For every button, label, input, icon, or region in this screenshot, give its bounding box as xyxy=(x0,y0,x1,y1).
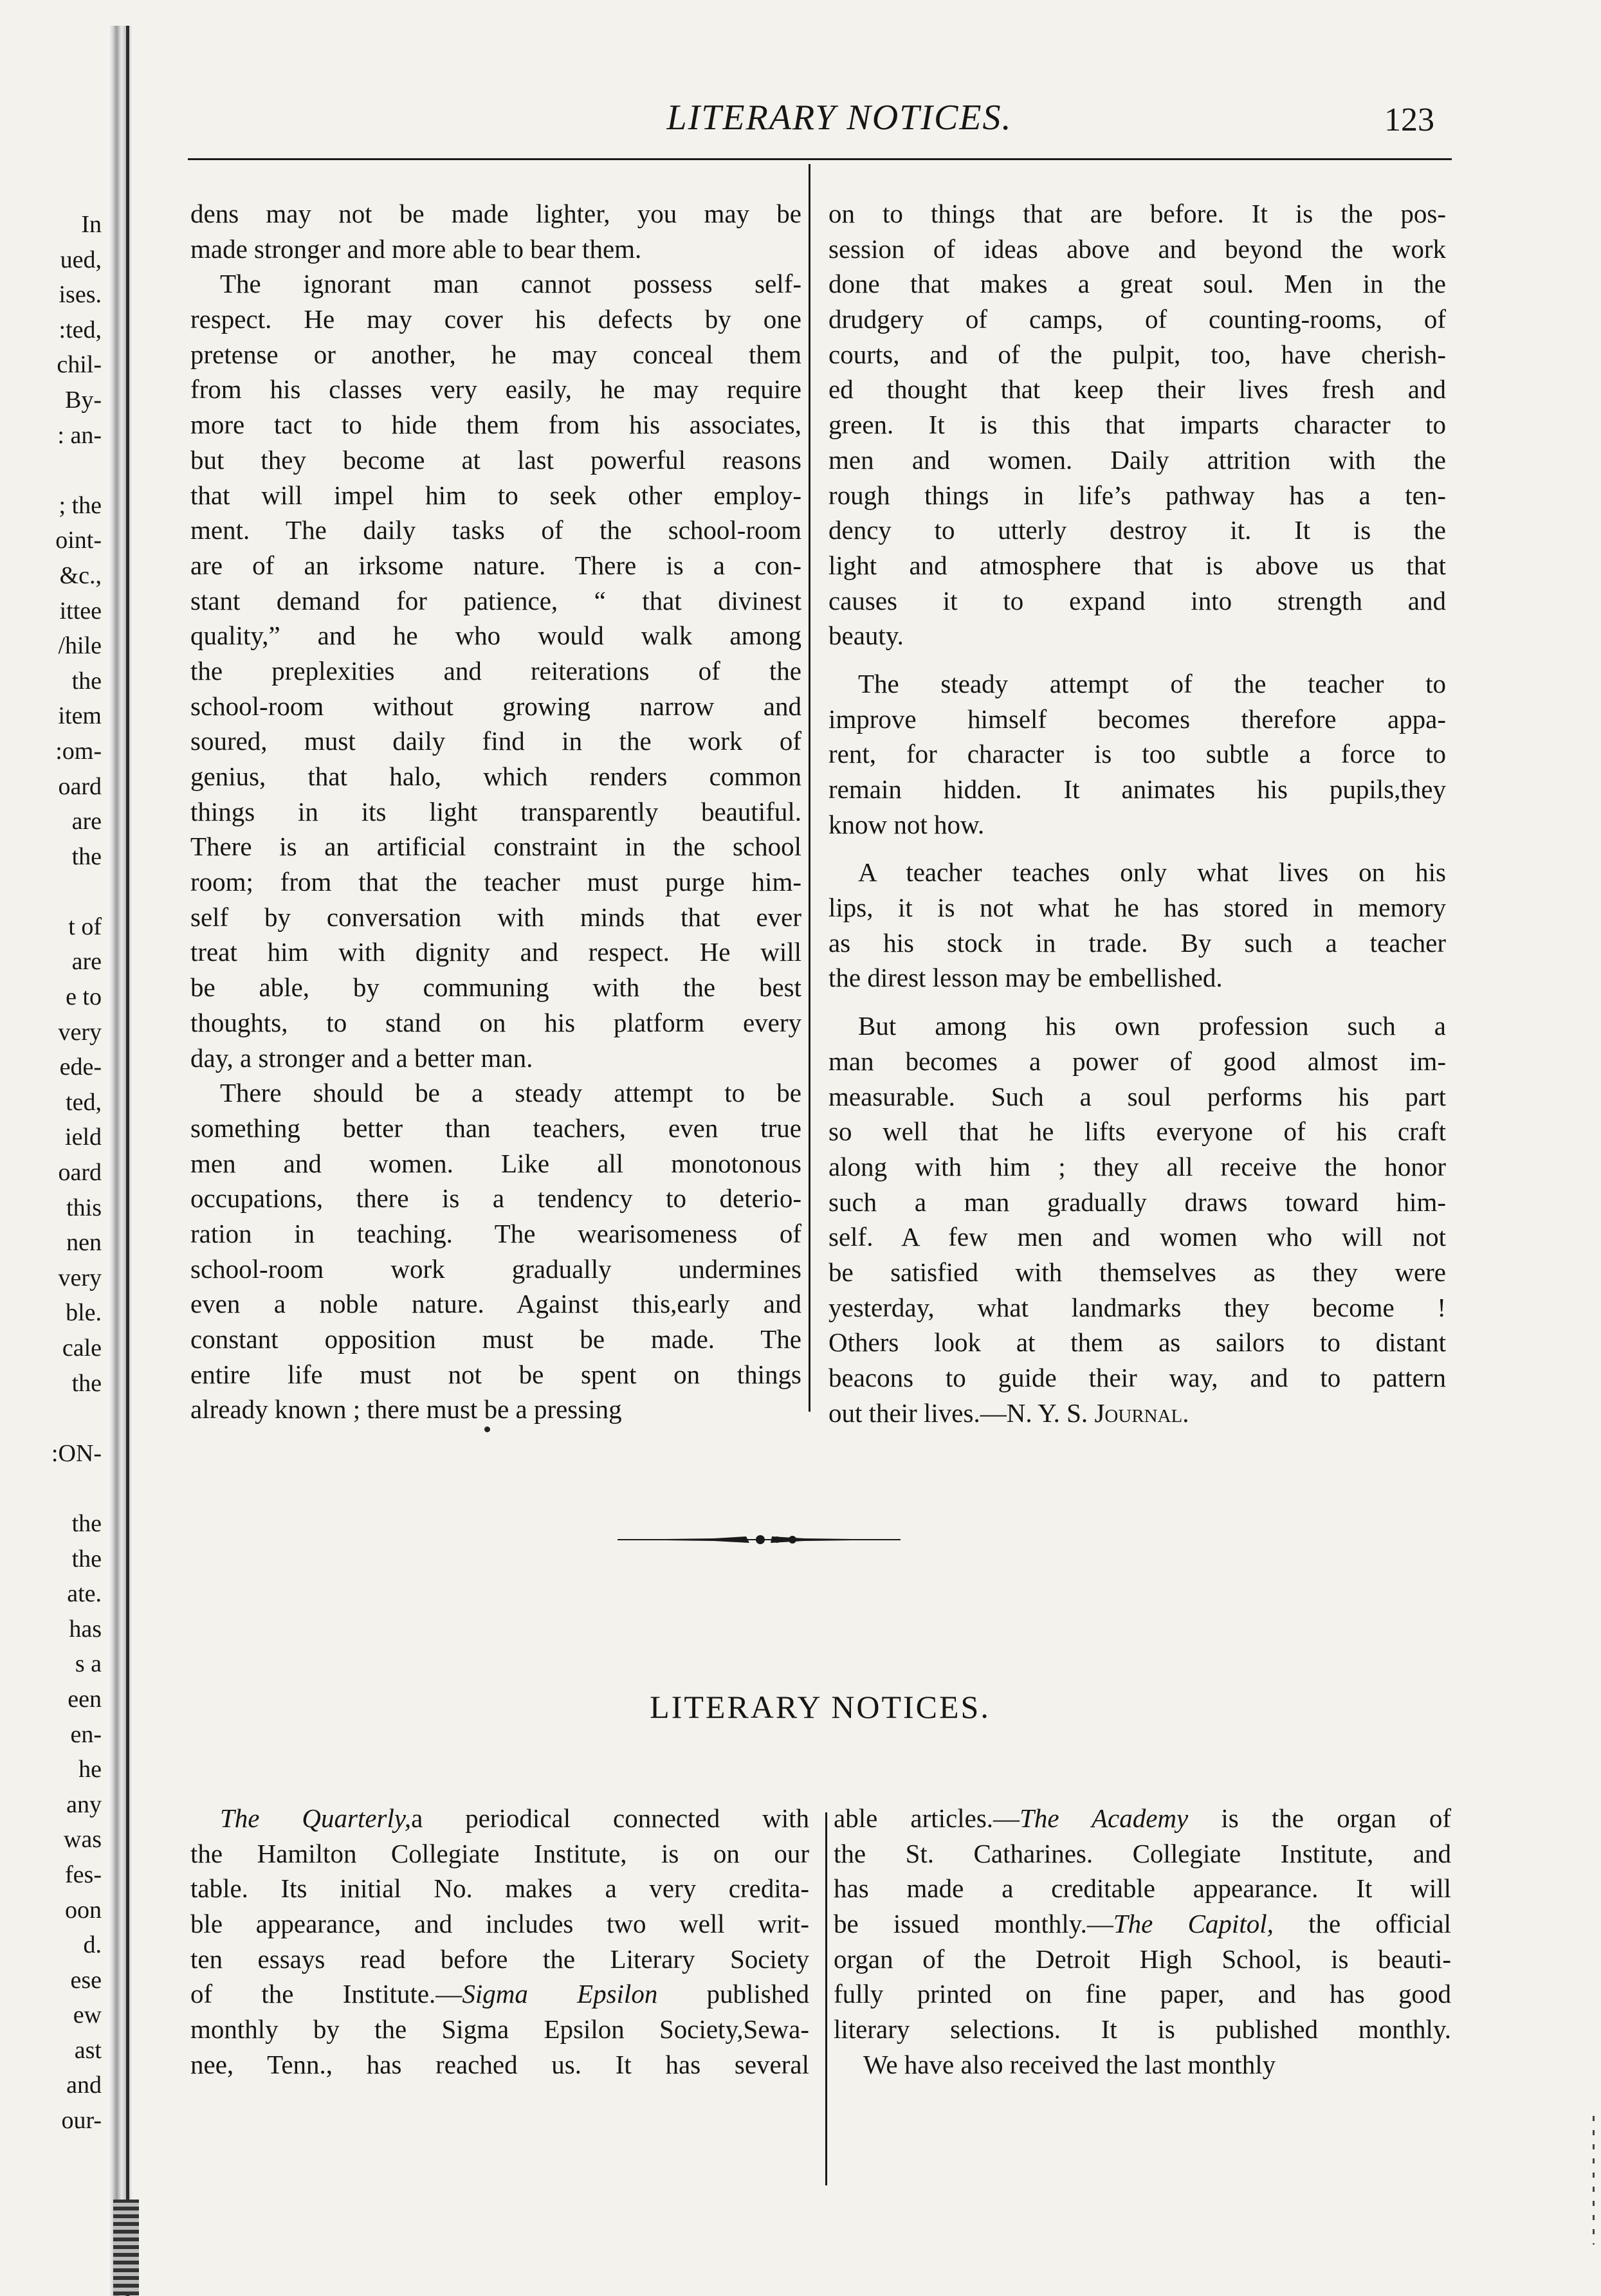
article-line: green. It is this that imparts character to xyxy=(828,410,1446,440)
article-line: the preplexities and reiterations of the xyxy=(190,655,801,686)
page-number: 123 xyxy=(1384,102,1434,138)
facing-page-fragment: this xyxy=(66,1194,102,1221)
notice-line: the St. Catharines. Collegiate Institute, and xyxy=(834,1838,1451,1868)
article-line: occupations, there is a tendency to deterio- xyxy=(190,1183,801,1214)
article-line: know not how. xyxy=(828,809,985,839)
notice-text: the official xyxy=(1273,1909,1451,1939)
article-line: beauty. xyxy=(828,621,904,651)
article-line: Others look at them as sailors to distant xyxy=(828,1327,1446,1358)
article-line: men and women. Daily attrition with the xyxy=(828,444,1446,475)
article-line: session of ideas above and beyond the work xyxy=(828,233,1446,264)
article-line: from his classes very easily, he may require xyxy=(190,374,801,405)
article-right-column xyxy=(828,196,1446,1430)
article-line: on to things that are before. It is the pos- xyxy=(828,199,1446,228)
binding-foot xyxy=(113,2200,139,2295)
article-line: so well that he lifts everyone of his craft xyxy=(828,1116,1446,1147)
facing-page-fragment: ises. xyxy=(59,281,102,309)
article-line: the direst lesson may be embellished. xyxy=(828,963,1223,993)
periodical-title: The Quarterly, xyxy=(220,1803,412,1833)
facing-page-fragment: : an- xyxy=(57,421,102,449)
article-line: respect. He may cover his defects by one xyxy=(190,304,801,334)
article-line: soured, must daily find in the work of xyxy=(190,726,801,756)
facing-page-fragment: :om- xyxy=(55,737,102,765)
article-line: stant demand for patience, “ that divinest xyxy=(190,585,801,615)
article-line: genius, that halo, which renders common xyxy=(190,761,801,791)
notice-text: able articles.— xyxy=(834,1803,1020,1833)
facing-page-fragment: the xyxy=(71,1369,102,1397)
facing-page-fragment: oard xyxy=(58,772,102,800)
article-line: man becomes a power of good almost im- xyxy=(828,1046,1446,1076)
facing-page-fragment: ate. xyxy=(67,1580,102,1608)
facing-page-fragment: e to xyxy=(66,983,102,1011)
article-line: school-room without growing narrow and xyxy=(190,691,801,721)
facing-page-fragment: ued, xyxy=(60,246,102,273)
header-rule xyxy=(188,158,1452,160)
article-line: room; from that the teacher must purge him- xyxy=(190,867,801,897)
facing-page-fragment: en- xyxy=(70,1720,102,1748)
facing-page-fragment: &c., xyxy=(59,561,102,589)
article-line: be able, by communing with the best xyxy=(190,972,801,1003)
article-line: as his stock in trade. By such a teacher xyxy=(828,927,1446,958)
article-line: improve himself becomes therefore appa- xyxy=(828,704,1446,734)
article-line: ment. The daily tasks of the school-room xyxy=(190,515,801,545)
notice-line: We have also received the last monthly xyxy=(863,2049,1276,2079)
article-line: The ignorant man cannot possess self- xyxy=(220,269,801,299)
column-rule-top xyxy=(809,164,810,1412)
facing-page-fragment: item xyxy=(58,702,102,730)
article-line: beacons to guide their way, and to pattern xyxy=(828,1363,1446,1392)
notice-text: is the organ of xyxy=(1188,1803,1451,1833)
facing-page-fragment: was xyxy=(63,1826,102,1854)
article-line: There should be a steady attempt to be xyxy=(220,1078,801,1108)
article-line: constant opposition must be made. The xyxy=(190,1324,801,1354)
article-line: self. A few men and women who will not xyxy=(828,1222,1446,1252)
facing-page-fragment: t of xyxy=(68,913,102,940)
article-line: self by conversation with minds that ever xyxy=(190,902,801,932)
article-line: more tact to hide them from his associates, xyxy=(190,410,801,440)
facing-page-fragment: the xyxy=(71,843,102,870)
article-line: school-room work gradually undermines xyxy=(190,1253,801,1284)
article-line: pretense or another, he may conceal them xyxy=(190,339,801,369)
notices-left-column xyxy=(190,1801,809,2082)
notice-text: of the Institute.— xyxy=(190,1979,462,2009)
column-rule-bottom xyxy=(825,1812,827,2185)
article-line: out their lives.—N. Y. S. Journal. xyxy=(828,1398,1189,1428)
notice-line: has made a creditable appearance. It will xyxy=(834,1873,1451,1904)
facing-page-fragment xyxy=(5,874,102,909)
running-head: LITERARY NOTICES. xyxy=(666,98,1012,138)
facing-page-fragment: nen xyxy=(66,1229,102,1257)
article-line: A teacher teaches only what lives on his xyxy=(858,857,1446,888)
facing-page-fragment: any xyxy=(66,1790,102,1818)
notice-line xyxy=(834,1801,1451,1836)
facing-page-fragment: our- xyxy=(61,2107,102,2135)
facing-page-fragment: ield xyxy=(65,1124,102,1151)
article-line: entire life must not be spent on things xyxy=(190,1359,801,1389)
article-line: quality,” and he who would walk among xyxy=(190,621,801,651)
article-line: remain hidden. It animates his pupils,they xyxy=(828,774,1446,804)
facing-page-fragment: oard xyxy=(58,1159,102,1187)
facing-page-fragment: the xyxy=(71,1509,102,1537)
notices-right-column xyxy=(834,1801,1451,2082)
facing-page-fragment: the xyxy=(71,667,102,695)
facing-page-fragment: een xyxy=(68,1685,102,1713)
article-line: already known ; there must be a pressing xyxy=(190,1394,622,1425)
notice-line: table. Its initial No. makes a very credita- xyxy=(190,1873,809,1904)
facing-page-fragment: ew xyxy=(73,2001,102,2029)
article-line: made stronger and more able to bear them. xyxy=(190,233,642,264)
facing-page-fragment: very xyxy=(58,1264,102,1291)
facing-page-fragment: has xyxy=(69,1615,102,1643)
facing-page-fragment: /hile xyxy=(58,632,102,660)
article-line: thoughts, to stand on his platform every xyxy=(190,1007,801,1037)
periodical-title: The Capitol, xyxy=(1113,1909,1274,1939)
notice-line xyxy=(190,1976,809,2012)
article-line: causes it to expand into strength and xyxy=(828,585,1446,615)
article-line: yesterday, what landmarks they become ! xyxy=(828,1292,1446,1322)
article-line: are of an irksome nature. There is a con- xyxy=(190,550,801,580)
article-left-column xyxy=(190,196,801,1427)
notice-line xyxy=(190,1801,809,1836)
facing-page-fragment: and xyxy=(66,2072,102,2099)
article-line: done that makes a great soul. Men in the xyxy=(828,269,1446,299)
article-line: measurable. Such a soul performs his part xyxy=(828,1081,1446,1111)
notice-text: published xyxy=(657,1979,809,2009)
article-line: rough things in life’s pathway has a ten- xyxy=(828,480,1446,510)
article-line: such a man gradually draws toward him- xyxy=(828,1187,1446,1217)
facing-page-fragment: very xyxy=(58,1018,102,1046)
facing-page-fragment xyxy=(5,453,102,488)
binding-edge xyxy=(126,26,129,2296)
facing-page-fragment: oon xyxy=(65,1896,102,1924)
facing-page-fragment: cale xyxy=(62,1335,102,1362)
notice-line: nee, Tenn., has reached us. It has several xyxy=(190,2049,809,2079)
facing-page-fragment xyxy=(5,1471,102,1506)
facing-page-fragment: :ted, xyxy=(59,316,102,343)
facing-page-fragment: the xyxy=(71,1545,102,1572)
article-line: lips, it is not what he has stored in memory xyxy=(828,893,1446,923)
ornamental-divider xyxy=(618,1531,901,1549)
facing-page-fragment: ted, xyxy=(66,1088,102,1116)
facing-page-fragment xyxy=(5,1401,102,1436)
notice-line: the Hamilton Collegiate Institute, is on our xyxy=(190,1838,809,1868)
facing-page-fragment: he xyxy=(78,1756,102,1783)
facing-page-fragment: ; the xyxy=(59,491,102,519)
article-line: things in its light transparently beautiful. xyxy=(190,796,801,826)
facing-page-fragment: ese xyxy=(70,1966,102,1994)
article-line: be satisfied with themselves as they were xyxy=(828,1257,1446,1287)
article-line: that will impel him to seek other employ- xyxy=(190,480,801,510)
article-line: ration in teaching. The wearisomeness of xyxy=(190,1218,801,1248)
article-line: ed thought that keep their lives fresh and xyxy=(828,374,1446,405)
notice-line: organ of the Detroit High School, is beauti- xyxy=(834,1944,1451,1974)
article-line: but they become at last powerful reasons xyxy=(190,444,801,475)
facing-page-fragment: ede- xyxy=(59,1053,102,1081)
notice-text: a periodical connected with xyxy=(411,1803,809,1833)
article-line: treat him with dignity and respect. He will xyxy=(190,937,801,967)
notice-text: be issued monthly.— xyxy=(834,1909,1113,1939)
notice-line: ble appearance, and includes two well writ- xyxy=(190,1909,809,1939)
facing-page-fragment: fes- xyxy=(65,1861,102,1888)
facing-page-fragment: In xyxy=(81,211,102,238)
facing-page-fragment: :ON- xyxy=(51,1439,102,1467)
facing-page-fragment: oint- xyxy=(55,527,102,554)
facing-page-fragment: By- xyxy=(65,386,102,414)
article-line: something better than teachers, even true xyxy=(190,1113,801,1143)
facing-page-fragment: are xyxy=(71,808,102,835)
article-line: along with him ; they all receive the honor xyxy=(828,1151,1446,1181)
facing-page-fragment: ast xyxy=(74,2036,102,2064)
notice-line xyxy=(834,1906,1451,1942)
notice-line: ten essays read before the Literary Society xyxy=(190,1944,809,1974)
facing-page-fragment: chil- xyxy=(57,351,102,379)
periodical-title: Sigma Epsilon xyxy=(462,1979,658,2009)
notice-line: literary selections. It is published monthly. xyxy=(834,2014,1451,2045)
article-line: There is an artificial constraint in the school xyxy=(190,832,801,862)
article-line: courts, and of the pulpit, too, have cherish- xyxy=(828,339,1446,369)
facing-page-fragment: ble. xyxy=(66,1299,102,1327)
article-line: rent, for character is too subtle a force to xyxy=(828,739,1446,769)
article-line: drudgery of camps, of counting-rooms, of xyxy=(828,304,1446,334)
article-line: even a noble nature. Against this,early and xyxy=(190,1289,801,1319)
notice-line: fully printed on fine paper, and has good xyxy=(834,1979,1451,2009)
article-line: men and women. Like all monotonous xyxy=(190,1148,801,1178)
facing-page-fragment: d. xyxy=(83,1931,102,1959)
periodical-title: The Academy xyxy=(1020,1803,1189,1833)
article-line: day, a stronger and a better man. xyxy=(190,1043,533,1073)
article-line: dency to utterly destroy it. It is the xyxy=(828,515,1446,545)
margin-mark xyxy=(1593,2116,1595,2245)
ink-speck xyxy=(484,1426,490,1432)
source-tag: Journal. xyxy=(1094,1398,1189,1428)
facing-page-fragments xyxy=(5,207,102,2138)
notice-line: monthly by the Sigma Epsilon Society,Sewa- xyxy=(190,2014,809,2045)
article-line: The steady attempt of the teacher to xyxy=(858,668,1446,698)
section-title: LITERARY NOTICES. xyxy=(650,1689,991,1725)
article-line: dens may not be made lighter, you may be xyxy=(190,199,801,228)
article-line: light and atmosphere that is above us that xyxy=(828,550,1446,580)
facing-page-fragment: ittee xyxy=(59,597,102,624)
article-line: But among his own profession such a xyxy=(858,1011,1446,1041)
facing-page-fragment: s a xyxy=(75,1650,102,1678)
facing-page-fragment: are xyxy=(71,948,102,976)
